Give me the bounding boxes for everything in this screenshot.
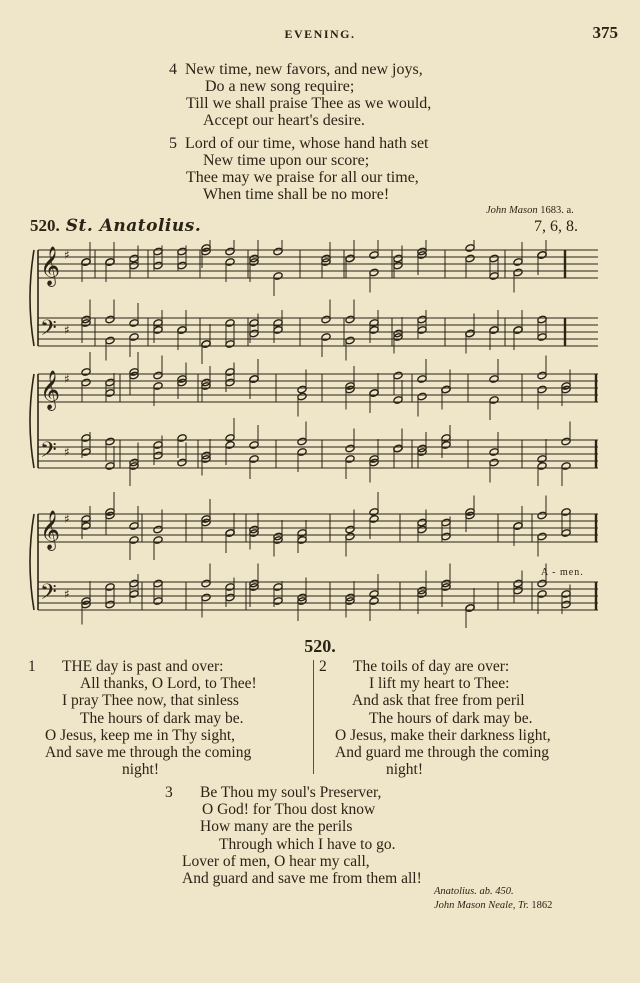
credit-author: Anatolius. [434, 886, 477, 897]
prev-stanza-5 [169, 135, 429, 203]
treble-clef: 𝄞 [40, 510, 61, 550]
credit-author: John Mason [486, 205, 538, 216]
bass-clef: 𝄢 [40, 316, 57, 346]
tune-heading [30, 216, 201, 236]
stanza-line: Accept our heart's desire. [203, 112, 365, 129]
stanza-line: Till we shall praise Thee as we would, [186, 95, 432, 112]
tune-number: 520. [30, 216, 60, 235]
stanza-number: 1 [28, 658, 36, 675]
stanza-line: The hours of dark may be. [369, 709, 533, 727]
key-signature: ♯ [64, 445, 70, 459]
tune-meter: 7, 6, 8. [534, 218, 578, 235]
key-signature: ♯ [64, 372, 70, 386]
stanza-line: night! [386, 761, 424, 779]
bass-clef: 𝄢 [40, 580, 57, 610]
key-signature: ♯ [64, 248, 70, 262]
stanza-line: night! [122, 761, 160, 779]
credit-date: 1683. a. [540, 205, 574, 216]
stanza-line: New time upon our score; [203, 152, 370, 169]
stanza-line: And guard me through the coming [335, 744, 549, 762]
key-signature: ♯ [64, 323, 70, 337]
column-divider [313, 660, 314, 774]
treble-clef: 𝄞 [40, 370, 61, 410]
system-brace [30, 250, 34, 346]
stanza-line: And ask that free from peril [352, 692, 525, 710]
stanza-number: 3 [165, 784, 173, 801]
stanza-line: I pray Thee now, that sinless [62, 692, 239, 710]
stanza-line: Be Thou my soul's Preserver, [200, 784, 382, 801]
stanza-line: New time, new favors, and new joys, [185, 61, 423, 78]
stanza-number: 4 [169, 61, 177, 78]
stanza-line: All thanks, O Lord, to Thee! [80, 675, 257, 693]
hymn-number: 520. [304, 636, 336, 656]
page-number: 375 [592, 23, 618, 42]
hymn-stanza-3 [165, 784, 422, 887]
tune-name: St. Anatolius. [65, 216, 202, 236]
stanza-line: Lord of our time, whose hand hath set [185, 135, 429, 152]
hymn-credit-author [434, 886, 514, 897]
credit-translator: John Mason Neale, Tr. [434, 900, 529, 911]
stanza-line: Through which I have to go. [219, 835, 396, 853]
credit-date: ab. 450. [479, 886, 514, 897]
stanza-line: THE day is past and over: [62, 658, 224, 675]
stanza-line: Thee may we praise for all our time, [186, 169, 419, 186]
treble-clef: 𝄞 [40, 246, 61, 286]
stanza-number: 2 [319, 658, 327, 675]
prev-stanza-4 [169, 61, 431, 129]
stanza-line: I lift my heart to Thee: [369, 675, 510, 693]
score-systems [30, 240, 598, 628]
system-brace [30, 374, 34, 468]
system-brace [30, 514, 34, 610]
hymn-stanza-2 [319, 658, 601, 778]
stanza-line: How many are the perils [200, 818, 353, 836]
key-signature: ♯ [64, 512, 70, 526]
hymn-credit-translator [434, 900, 552, 911]
stanza-line: O Jesus, keep me in Thy sight, [45, 726, 236, 744]
running-header: EVENING. [284, 27, 356, 41]
amen-lyric: A - men. [541, 567, 584, 578]
bass-clef: 𝄢 [40, 438, 57, 468]
stanza-line: The toils of day are over: [353, 658, 510, 675]
stanza-line: Lover of men, O hear my call, [182, 852, 370, 870]
stanza-line: When time shall be no more! [203, 186, 390, 203]
key-signature: ♯ [64, 587, 70, 601]
stanza-line: O God! for Thou dost know [202, 801, 376, 819]
prev-hymn-credit [486, 205, 574, 216]
credit-date: 1862 [531, 900, 553, 911]
hymn-stanza-1 [28, 658, 308, 778]
stanza-number: 5 [169, 135, 177, 152]
stanza-line: The hours of dark may be. [80, 709, 244, 727]
stanza-line: Do a new song require; [205, 78, 355, 95]
stanza-line: And guard and save me from them all! [182, 870, 422, 888]
stanza-line: O Jesus, make their darkness light, [335, 726, 551, 744]
stanza-line: And save me through the coming [45, 744, 252, 762]
